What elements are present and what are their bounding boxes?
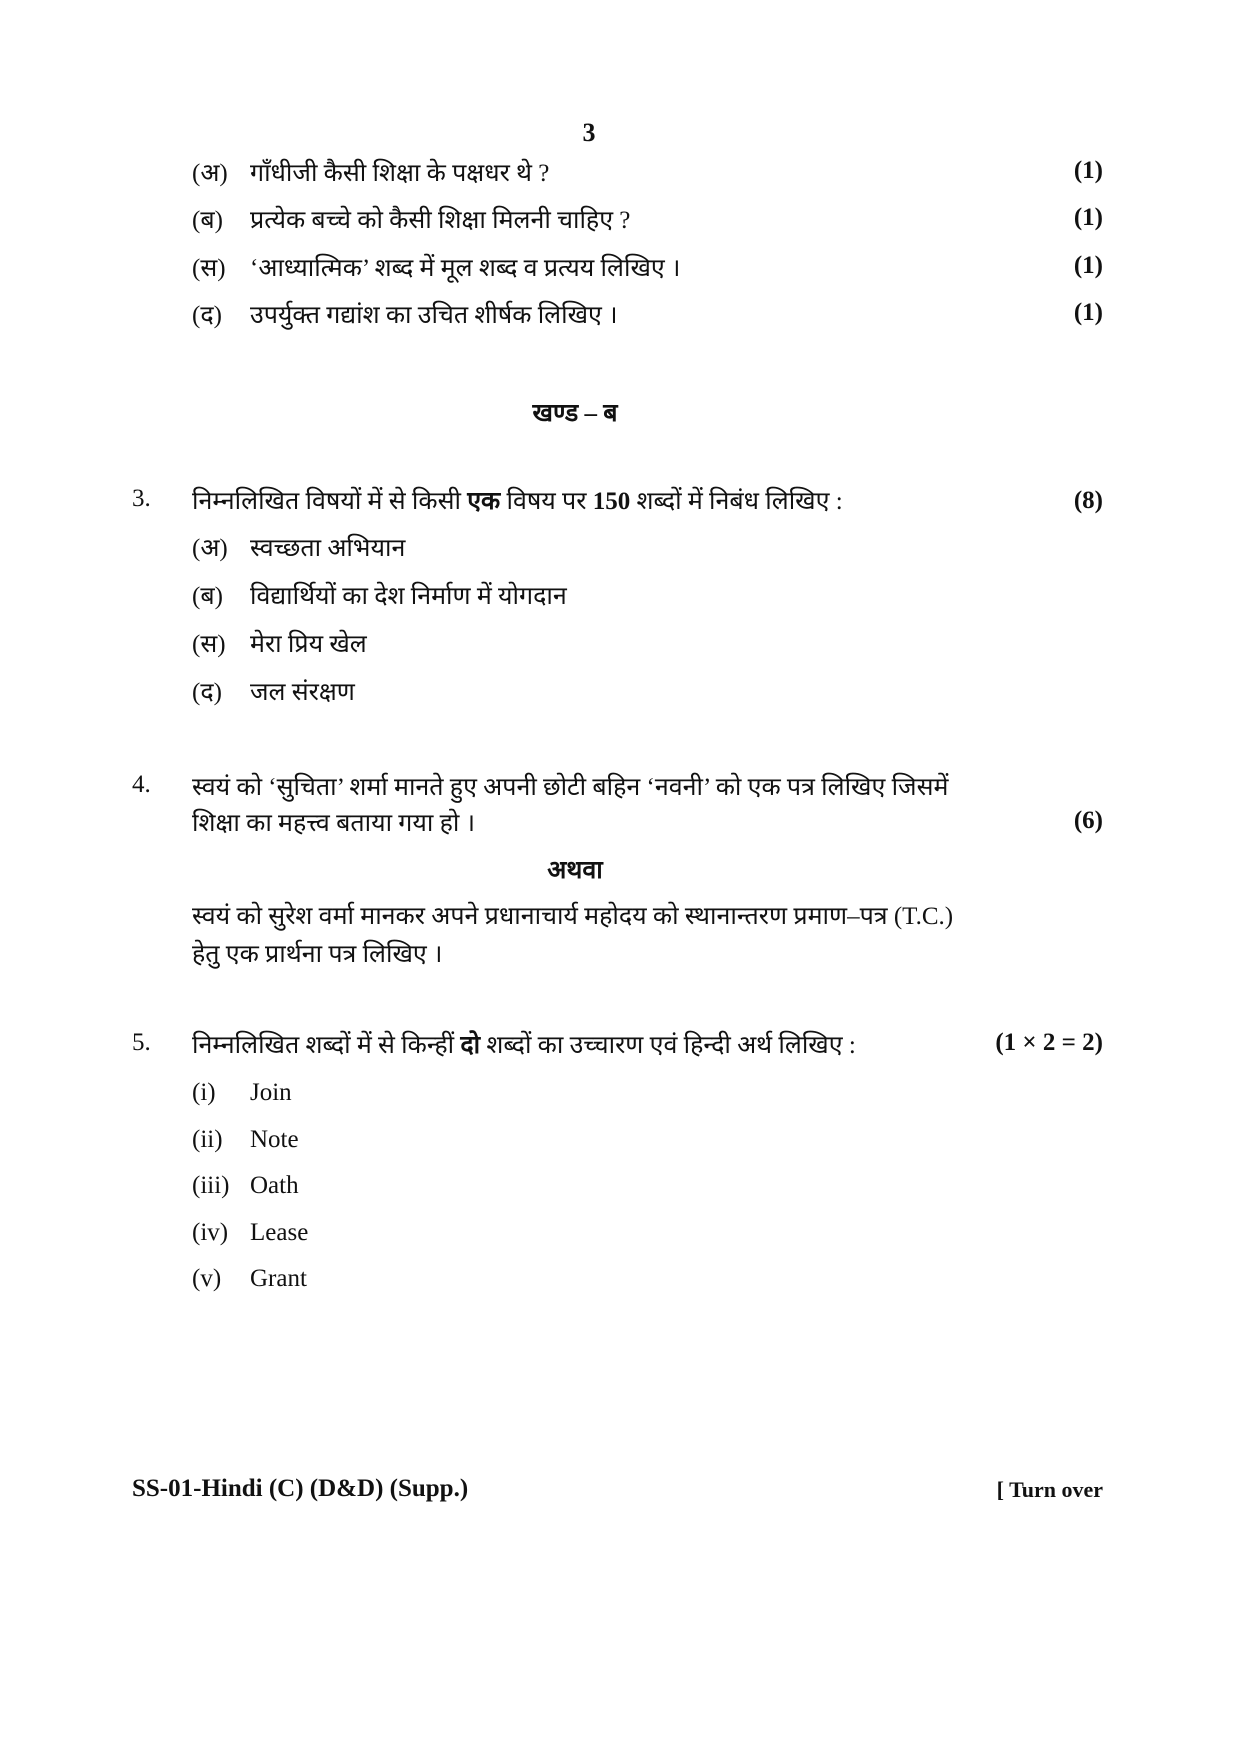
- q5-word1: Join: [250, 1079, 292, 1106]
- q5-bold-two: दो: [460, 1032, 481, 1059]
- q5-text-after: शब्दों का उच्चारण एवं हिन्दी अर्थ लिखिए :: [486, 1032, 856, 1059]
- q5-word4: Lease: [250, 1219, 309, 1246]
- page-number: 3: [582, 118, 596, 147]
- q2a-label: (अ): [192, 160, 228, 187]
- q2b-marks: (1): [1073, 204, 1103, 231]
- q3-text: [192, 483, 843, 517]
- q5-text: [192, 1027, 856, 1061]
- q2c-marks: (1): [1073, 252, 1103, 279]
- q4-alt-line2: हेतु एक प्रार्थना पत्र लिखिए ।: [192, 941, 443, 968]
- q5-word5-label: (v): [192, 1265, 222, 1292]
- q5-word1-label: (i): [192, 1079, 216, 1106]
- q3d-label: (द): [192, 679, 222, 706]
- paper-code: SS-01-Hindi (C) (D&D) (Supp.): [132, 1475, 469, 1502]
- q3-text-after: शब्दों में निबंध लिखिए :: [636, 488, 843, 515]
- q3-text-before: निम्नलिखित विषयों में से किसी: [192, 488, 461, 515]
- q2b-label: (ब): [192, 207, 223, 234]
- q5-word3: Oath: [250, 1172, 299, 1199]
- q3d-text: जल संरक्षण: [250, 679, 355, 706]
- q4-alt-line1: स्वयं को सुरेश वर्मा मानकर अपने प्रधानाचार्य महोदय को स्थानान्तरण प्रमाण–पत्र (T.C.): [192, 903, 954, 930]
- turn-over-note: [ Turn over: [996, 1477, 1103, 1502]
- q2b-text: प्रत्येक बच्चे को कैसी शिक्षा मिलनी चाहिए ?: [250, 207, 631, 234]
- q5-word5: Grant: [250, 1265, 307, 1292]
- q4-number: 4.: [132, 771, 151, 798]
- q3c-label: (स): [192, 631, 226, 658]
- q5-word3-label: (iii): [192, 1172, 230, 1199]
- q3-marks: (8): [1073, 487, 1103, 514]
- q2d-label: (द): [192, 302, 222, 329]
- q3a-text: स्वच्छता अभियान: [250, 535, 406, 562]
- q3c-text: मेरा प्रिय खेल: [250, 631, 367, 658]
- q3-bold-one: एक: [467, 488, 501, 515]
- q5-number: 5.: [132, 1029, 151, 1056]
- q5-word2: Note: [250, 1126, 299, 1153]
- q4-marks: (6): [1073, 807, 1103, 834]
- q2d-text: उपर्युक्त गद्यांश का उचित शीर्षक लिखिए ।: [250, 302, 618, 329]
- q3b-label: (ब): [192, 583, 223, 610]
- q3b-text: विद्यार्थियों का देश निर्माण में योगदान: [250, 583, 567, 610]
- q5-word4-label: (iv): [192, 1219, 229, 1246]
- q4-line1: स्वयं को ‘सुचिता’ शर्मा मानते हुए अपनी छोटी बहिन ‘नवनी’ को एक पत्र लिखिए जिसमें: [192, 774, 949, 801]
- q2d-marks: (1): [1073, 299, 1103, 326]
- q2c-text: ‘आध्यात्मिक’ शब्द में मूल शब्द व प्रत्यय लिखिए ।: [250, 255, 681, 282]
- q5-word2-label: (ii): [192, 1126, 223, 1153]
- q2a-marks: (1): [1073, 157, 1103, 184]
- q3-number: 3.: [132, 485, 151, 512]
- q3a-label: (अ): [192, 535, 228, 562]
- q3-bold-count: 150: [592, 488, 631, 515]
- q5-marks: (1 × 2 = 2): [995, 1029, 1103, 1056]
- q2a-text: गाँधीजी कैसी शिक्षा के पक्षधर थे ?: [250, 160, 550, 187]
- q3-text-middle: विषय पर: [506, 488, 587, 515]
- q5-text-before: निम्नलिखित शब्दों में से किन्हीं: [192, 1032, 455, 1059]
- q4-or-heading: अथवा: [547, 857, 603, 884]
- q4-line2: शिक्षा का महत्त्व बताया गया हो ।: [192, 810, 476, 837]
- q2c-label: (स): [192, 255, 226, 282]
- section-heading: खण्ड – ब: [532, 400, 618, 427]
